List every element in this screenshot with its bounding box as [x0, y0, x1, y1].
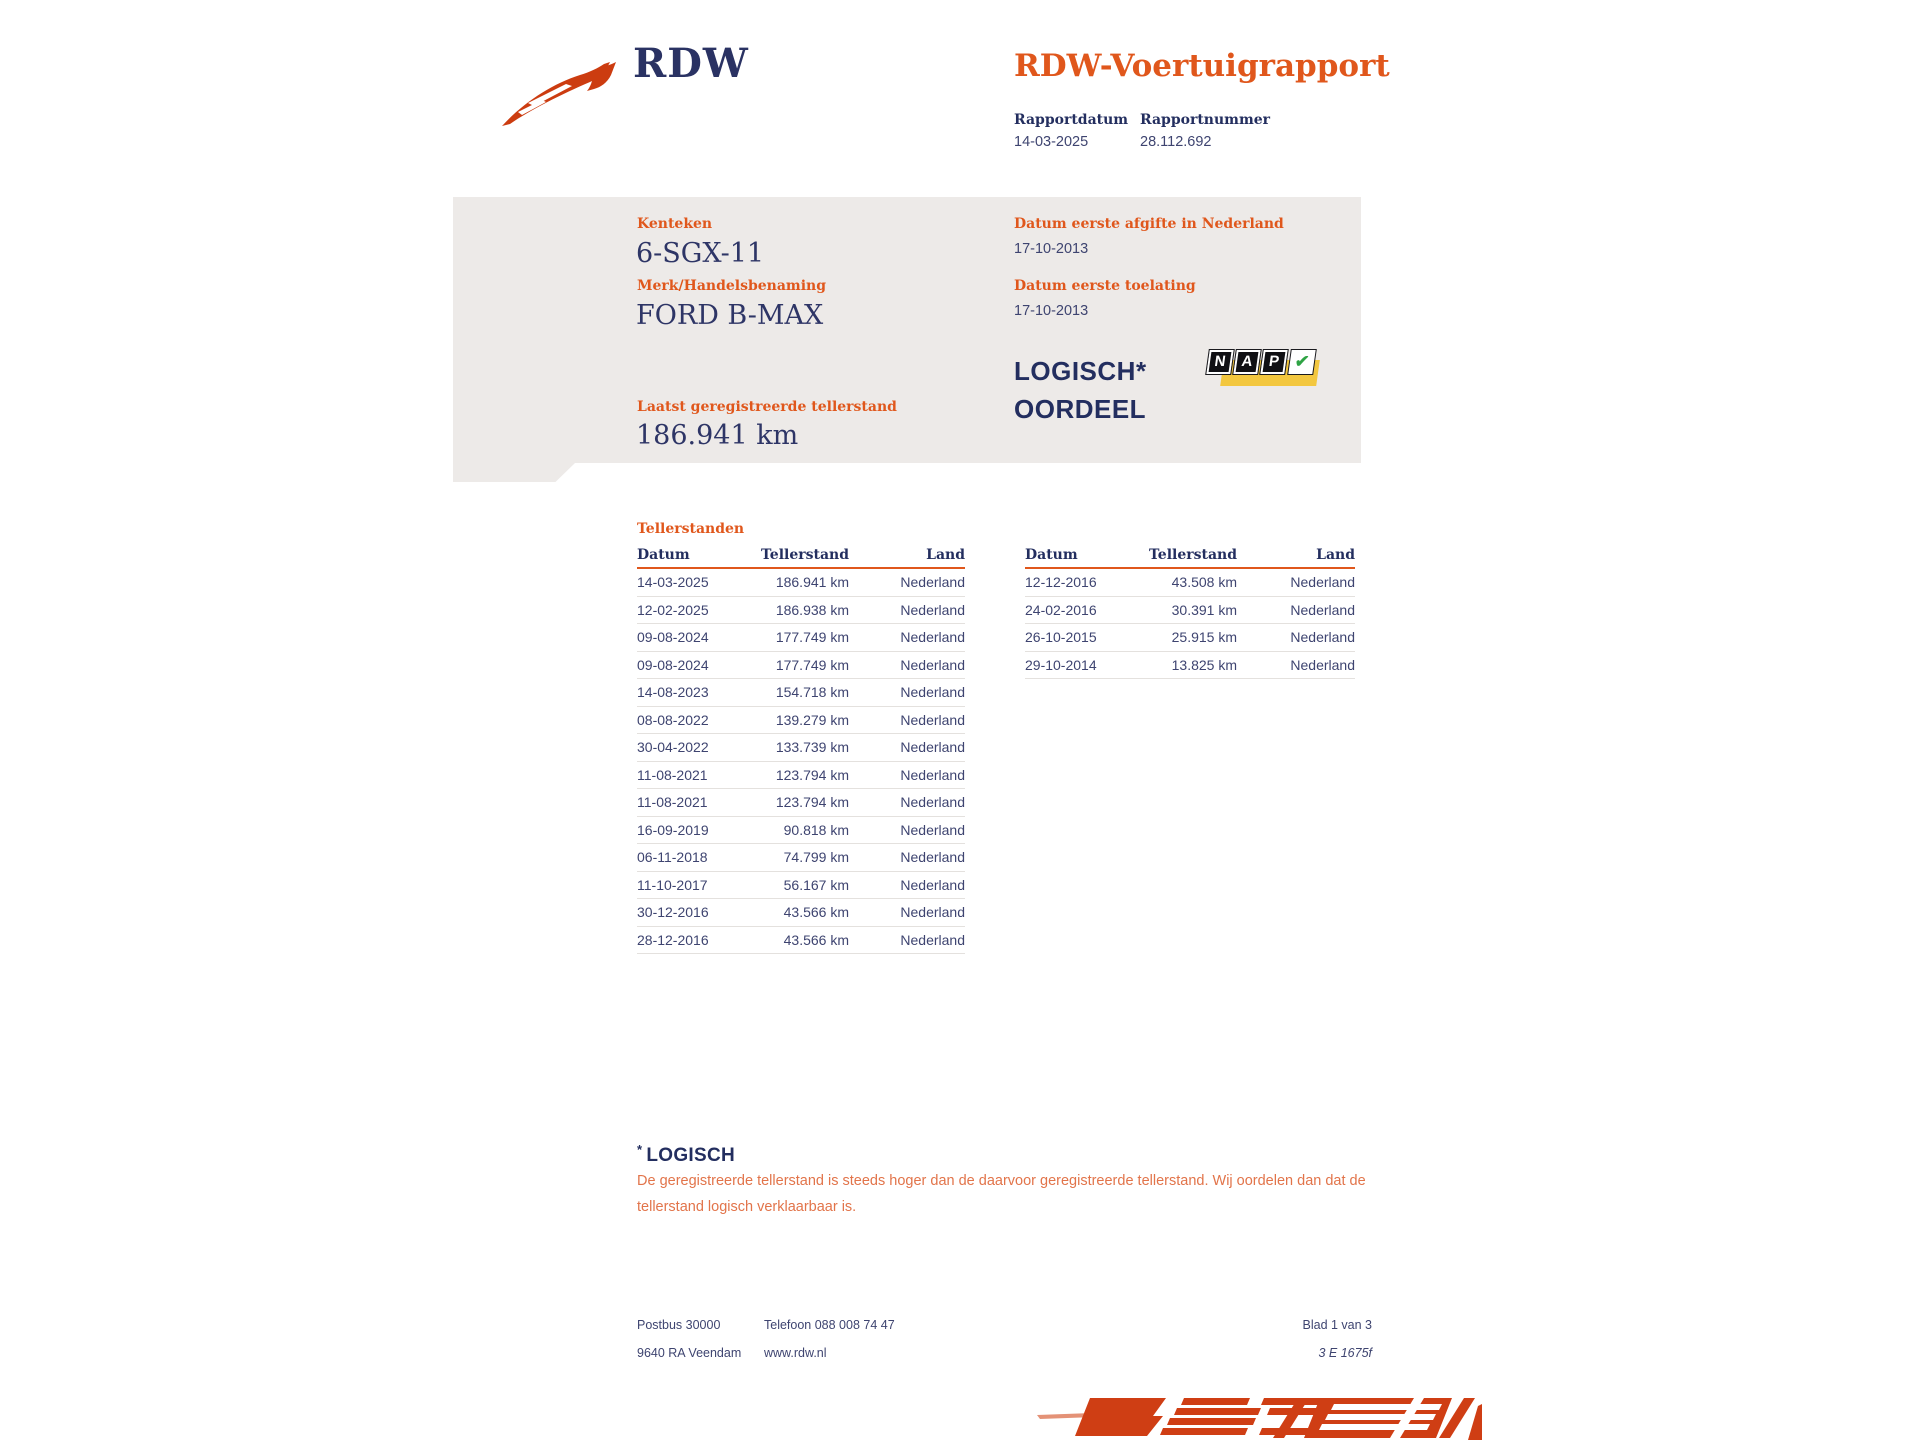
- row-tellerstand: 43.566 km: [783, 904, 849, 921]
- oordeel-text: [1014, 352, 1147, 428]
- col-header-datum: Datum: [1025, 547, 1078, 563]
- row-datum: 08-08-2022: [637, 711, 709, 728]
- nap-letter-a: A: [1233, 350, 1260, 374]
- rdw-logo-text: RDW: [633, 40, 749, 87]
- table-header-row: [1025, 547, 1355, 569]
- table-row: [637, 624, 965, 652]
- nap-check-icon: ✔: [1288, 350, 1315, 374]
- row-tellerstand: 177.749 km: [775, 656, 849, 673]
- row-land: Nederland: [900, 711, 965, 728]
- table-row: [637, 679, 965, 707]
- row-land: Nederland: [1290, 574, 1355, 591]
- kenteken-value: 6-SGX-11: [636, 238, 765, 269]
- row-tellerstand: 30.391 km: [1171, 601, 1237, 618]
- table-row: [1025, 652, 1355, 680]
- merk-value: FORD B-MAX: [636, 300, 824, 331]
- table-row: [637, 789, 965, 817]
- eerste-toelating-label: Datum eerste toelating: [1014, 278, 1196, 294]
- row-land: Nederland: [900, 656, 965, 673]
- rapportnummer-value: 28.112.692: [1140, 134, 1212, 150]
- summary-panel: [453, 197, 1361, 463]
- table-row: [637, 569, 965, 597]
- nap-letter-n: N: [1206, 350, 1233, 374]
- row-tellerstand: 139.279 km: [775, 711, 849, 728]
- row-land: Nederland: [900, 931, 965, 948]
- laatste-tellerstand-value: 186.941 km: [636, 420, 799, 451]
- row-datum: 26-10-2015: [1025, 629, 1097, 646]
- footnote-heading: [637, 1142, 735, 1167]
- row-datum: 24-02-2016: [1025, 601, 1097, 618]
- row-land: Nederland: [900, 739, 965, 756]
- row-datum: 11-08-2021: [637, 766, 708, 783]
- row-land: Nederland: [1290, 656, 1355, 673]
- rapportnummer-label: Rapportnummer: [1140, 112, 1271, 128]
- row-datum: 11-08-2021: [637, 794, 708, 811]
- footer-phone: Telefoon 088 008 74 47: [764, 1318, 895, 1332]
- row-land: Nederland: [1290, 629, 1355, 646]
- tellerstanden-table-left: [637, 547, 965, 954]
- row-land: Nederland: [900, 904, 965, 921]
- table-row: [637, 734, 965, 762]
- row-tellerstand: 186.941 km: [775, 574, 849, 591]
- oordeel-line2: OORDEEL: [1014, 394, 1147, 424]
- row-tellerstand: 43.566 km: [783, 931, 849, 948]
- row-land: Nederland: [900, 574, 965, 591]
- col-header-land: Land: [1316, 547, 1355, 563]
- eerste-afgifte-label: Datum eerste afgifte in Nederland: [1014, 216, 1284, 232]
- footnote-title: LOGISCH: [646, 1145, 736, 1166]
- row-datum: 09-08-2024: [637, 629, 709, 646]
- row-land: Nederland: [900, 684, 965, 701]
- row-tellerstand: 25.915 km: [1171, 629, 1237, 646]
- row-tellerstand: 123.794 km: [775, 766, 849, 783]
- row-datum: 30-12-2016: [637, 904, 709, 921]
- table-row: [637, 652, 965, 680]
- rapportdatum-value: 14-03-2025: [1014, 134, 1089, 150]
- row-datum: 16-09-2019: [637, 821, 709, 838]
- table-row: [637, 707, 965, 735]
- oordeel-line1: LOGISCH*: [1014, 356, 1147, 386]
- footer-website: www.rdw.nl: [764, 1346, 827, 1360]
- row-datum: 14-08-2023: [637, 684, 709, 701]
- merk-label: Merk/Handelsbenaming: [637, 278, 827, 294]
- footer-address-line1: Postbus 30000: [637, 1318, 721, 1332]
- footnote-body: De geregistreerde tellerstand is steeds hoger dan de daarvoor geregistreerde tellerstand. Wij oordelen dan dat de tellerstand logisch verklaarbaar is.: [637, 1173, 1366, 1215]
- table-row: [637, 762, 965, 790]
- table-row: [1025, 624, 1355, 652]
- summary-panel-tail: [453, 463, 575, 482]
- table-row: [637, 597, 965, 625]
- footer-page-indicator: Blad 1 van 3: [1302, 1318, 1372, 1332]
- row-tellerstand: 43.508 km: [1171, 574, 1237, 591]
- col-header-datum: Datum: [637, 547, 690, 563]
- rdw-speedlines-graphic: [1032, 1392, 1482, 1440]
- nap-logo: [1206, 348, 1322, 394]
- speedlines-icon: [1032, 1392, 1482, 1440]
- tellerstanden-table-right: [1025, 547, 1355, 679]
- eerste-toelating-value: 17-10-2013: [1014, 303, 1089, 319]
- kenteken-label: Kenteken: [637, 216, 713, 232]
- col-header-land: Land: [926, 547, 965, 563]
- row-tellerstand: 133.739 km: [775, 739, 849, 756]
- row-land: Nederland: [900, 794, 965, 811]
- nap-letter-p: P: [1260, 350, 1287, 374]
- rapportdatum-label: Rapportdatum: [1014, 112, 1129, 128]
- row-datum: 28-12-2016: [637, 931, 709, 948]
- table-row: [637, 872, 965, 900]
- row-land: Nederland: [1290, 601, 1355, 618]
- col-header-tellerstand: Tellerstand: [760, 547, 849, 563]
- row-land: Nederland: [900, 601, 965, 618]
- row-land: Nederland: [900, 876, 965, 893]
- footer-form-code: 3 E 1675f: [1318, 1346, 1372, 1360]
- footer-address-line2: 9640 RA Veendam: [637, 1346, 742, 1360]
- tellerstanden-section-title: Tellerstanden: [637, 521, 745, 537]
- row-tellerstand: 90.818 km: [783, 821, 849, 838]
- row-tellerstand: 177.749 km: [775, 629, 849, 646]
- table-row: [637, 899, 965, 927]
- row-datum: 12-12-2016: [1025, 574, 1097, 591]
- row-datum: 11-10-2017: [637, 876, 708, 893]
- table-row: [1025, 569, 1355, 597]
- table-row: [637, 817, 965, 845]
- row-datum: 14-03-2025: [637, 574, 709, 591]
- row-land: Nederland: [900, 629, 965, 646]
- eerste-afgifte-value: 17-10-2013: [1014, 241, 1089, 257]
- table-header-row: [637, 547, 965, 569]
- rdw-wing-logo-icon: [498, 62, 622, 130]
- row-land: Nederland: [900, 849, 965, 866]
- row-datum: 30-04-2022: [637, 739, 709, 756]
- row-tellerstand: 186.938 km: [775, 601, 849, 618]
- row-tellerstand: 154.718 km: [775, 684, 849, 701]
- col-header-tellerstand: Tellerstand: [1148, 547, 1237, 563]
- laatste-tellerstand-label: Laatst geregistreerde tellerstand: [637, 399, 897, 415]
- row-tellerstand: 74.799 km: [783, 849, 849, 866]
- row-tellerstand: 123.794 km: [775, 794, 849, 811]
- table-row: [637, 844, 965, 872]
- row-tellerstand: 56.167 km: [783, 876, 849, 893]
- table-row: [1025, 597, 1355, 625]
- footnote-asterisk: *: [637, 1142, 643, 1157]
- page-title: RDW-Voertuigrapport: [1014, 48, 1390, 84]
- table-row: [637, 927, 965, 955]
- row-datum: 06-11-2018: [637, 849, 708, 866]
- row-land: Nederland: [900, 766, 965, 783]
- row-land: Nederland: [900, 821, 965, 838]
- row-tellerstand: 13.825 km: [1171, 656, 1237, 673]
- row-datum: 29-10-2014: [1025, 656, 1097, 673]
- row-datum: 09-08-2024: [637, 656, 709, 673]
- row-datum: 12-02-2025: [637, 601, 709, 618]
